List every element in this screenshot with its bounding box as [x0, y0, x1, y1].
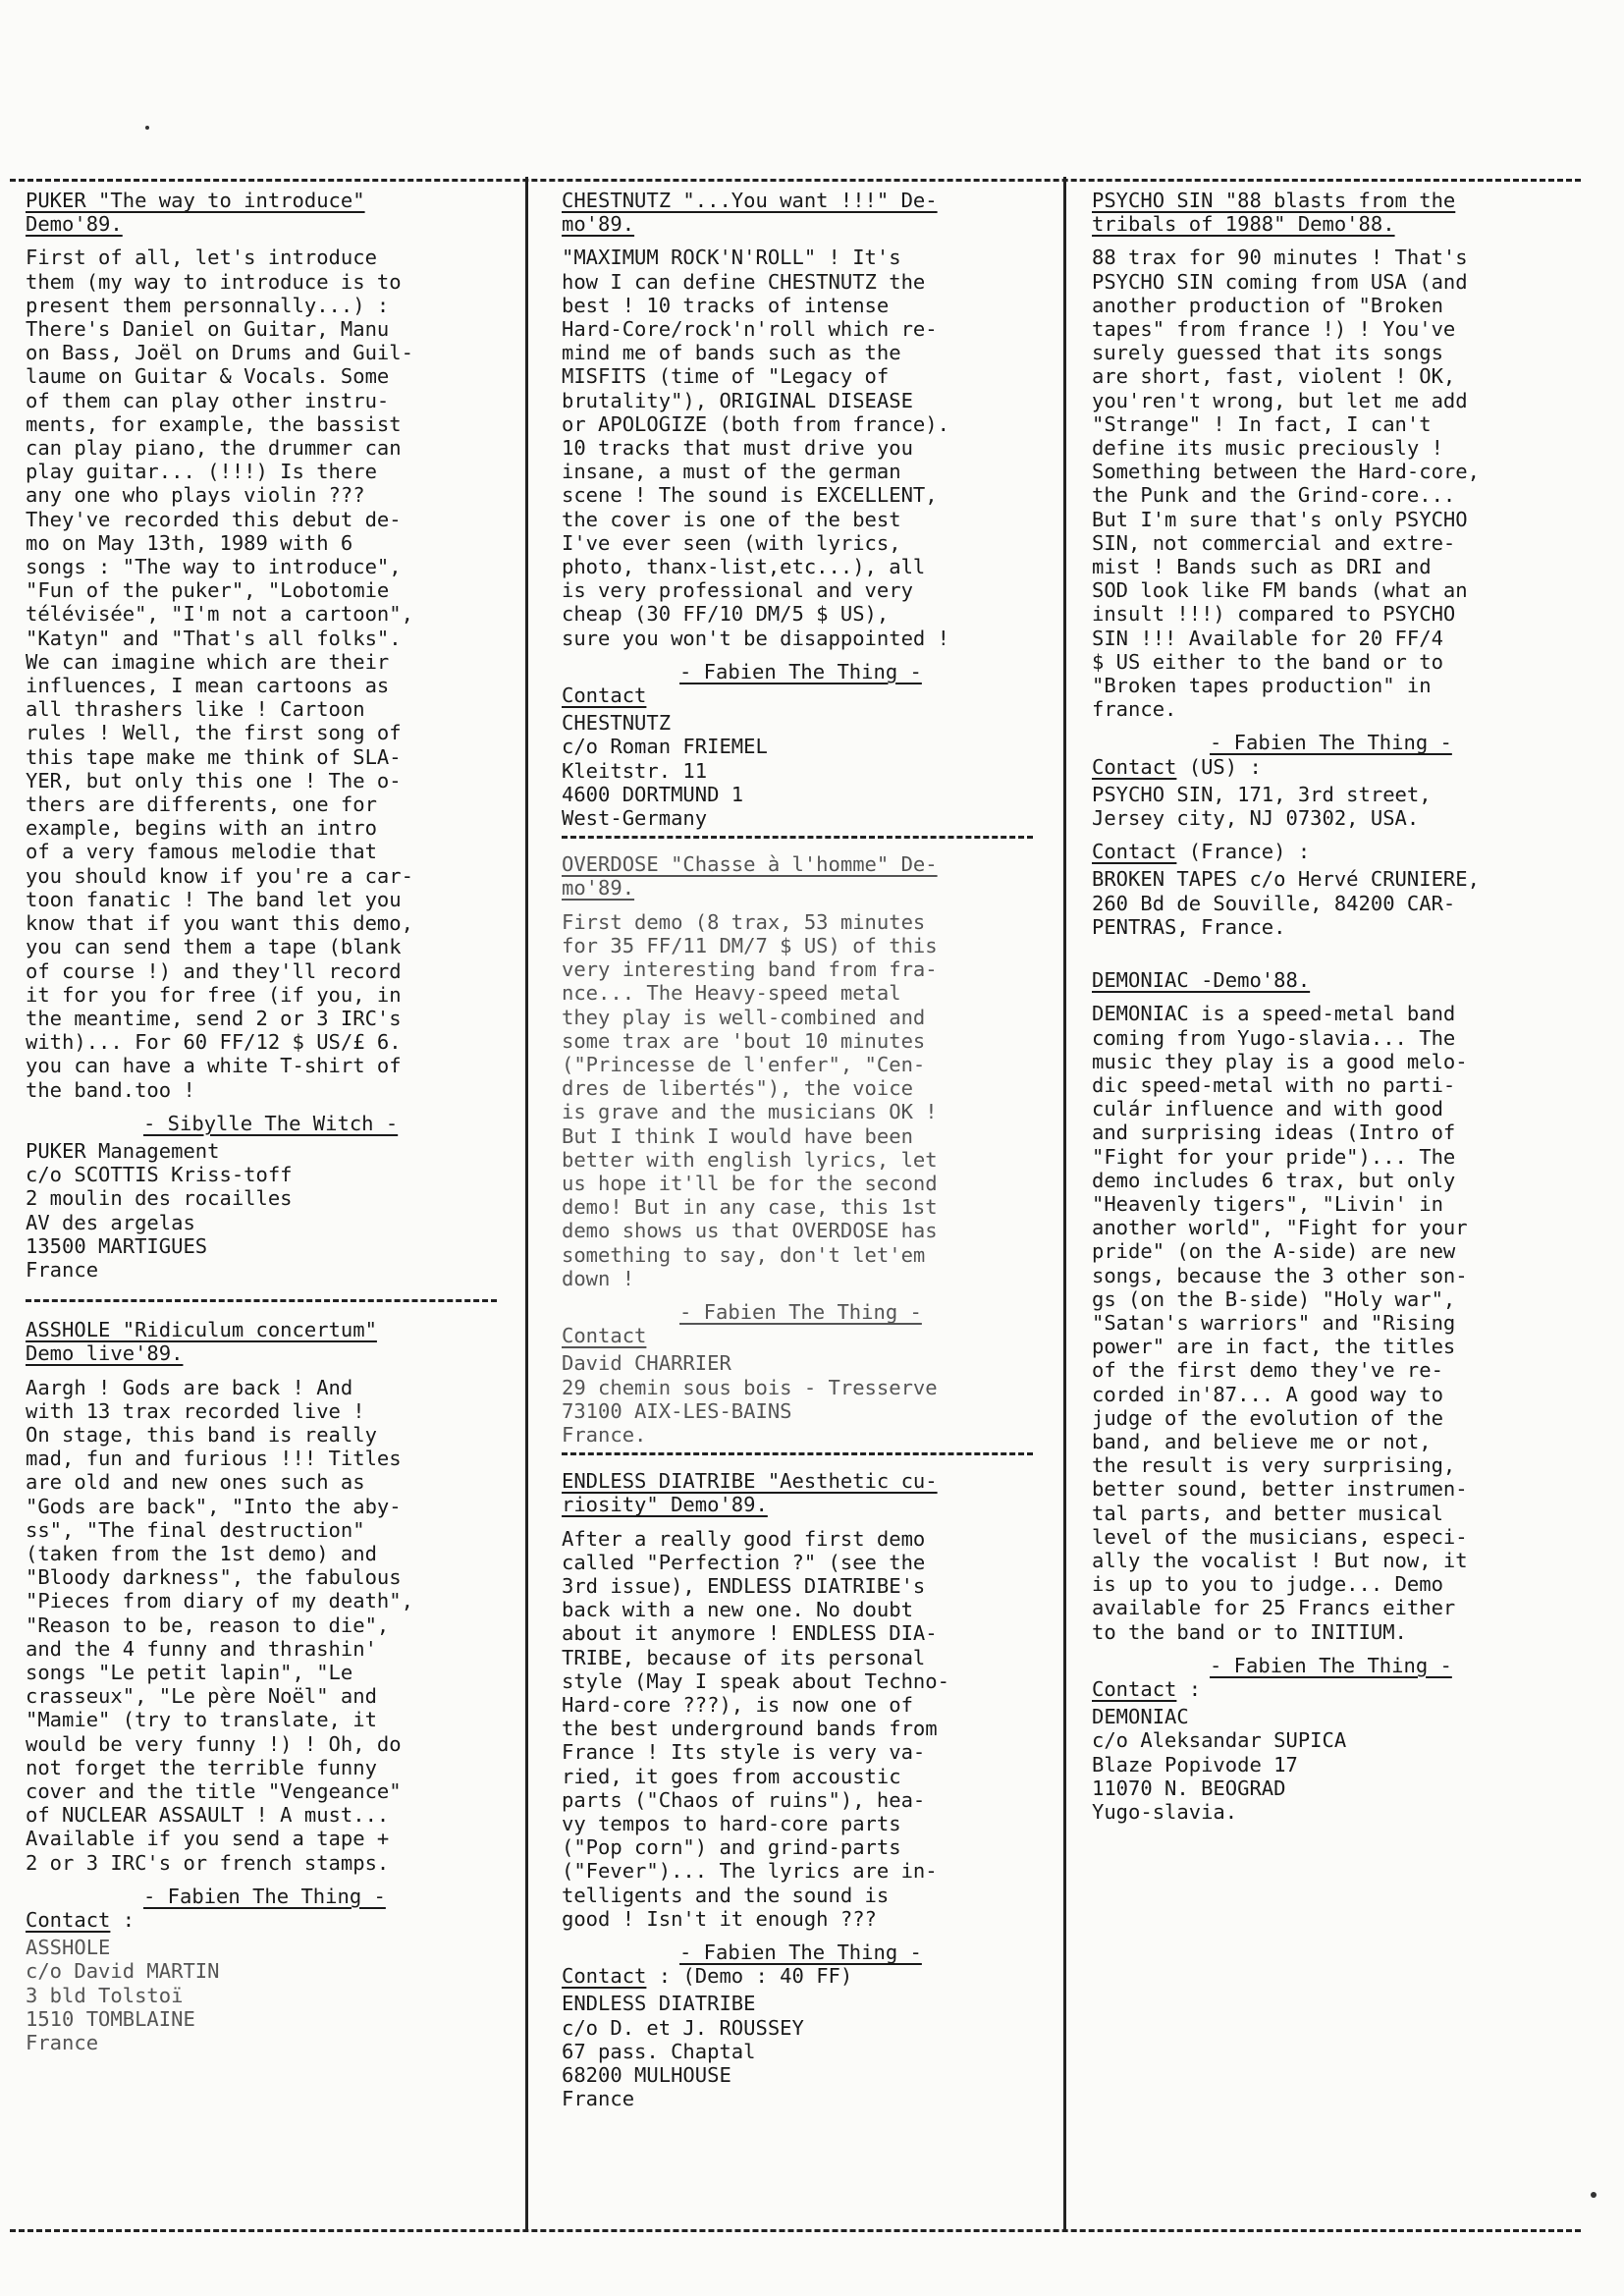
body-line: "Broken tapes production" in — [1092, 674, 1432, 698]
contact-address — [562, 1992, 1049, 2110]
body-line: you can have a white T-shirt of — [26, 1054, 402, 1078]
address-line: Jersey city, NJ 07302, USA. — [1092, 806, 1420, 831]
address-line: 29 chemin sous bois - Tresserve — [562, 1375, 938, 1399]
body-line: YER, but only this one ! The o- — [26, 768, 402, 793]
body-line: pride" (on the A-side) are new — [1092, 1239, 1456, 1264]
body-line: ("Fever")... The lyrics are in- — [562, 1859, 938, 1884]
body-line: gs (on the B-side) "Holy war", — [1092, 1286, 1456, 1311]
body-line: First of all, let's introduce — [26, 246, 377, 270]
section-divider — [562, 1452, 1033, 1455]
contact-address-france — [1092, 867, 1579, 939]
body-line: "Fun of the puker", "Lobotomie — [26, 578, 390, 603]
heading-line: Demo'89. — [26, 212, 123, 237]
contact-suffix: : (Demo : 40 FF) — [646, 1964, 853, 1989]
contact-heading — [1092, 755, 1579, 779]
address-line: ENDLESS DIATRIBE — [562, 1992, 756, 2016]
address-line: West-Germany — [562, 806, 708, 831]
review-heading — [1092, 968, 1579, 992]
review-body — [562, 1527, 1049, 1931]
contact-address — [1092, 1705, 1579, 1824]
body-line: the band.too ! — [26, 1077, 195, 1102]
heading-line: PSYCHO SIN "88 blasts from the — [1092, 189, 1456, 212]
review-heading — [26, 1318, 513, 1365]
address-line: 68200 MULHOUSE — [562, 2063, 731, 2088]
body-line: laume on Guitar & Vocals. Some — [26, 364, 390, 389]
body-line: DEMONIAC is a speed-metal band — [1092, 1002, 1456, 1026]
body-line: about it anymore ! ENDLESS DIA- — [562, 1621, 938, 1646]
body-line: 2 or 3 IRC's or french stamps. — [26, 1850, 390, 1875]
body-line: "MAXIMUM ROCK'N'ROLL" ! It's — [562, 246, 901, 270]
heading-line: riosity" Demo'89. — [562, 1493, 768, 1517]
address-line: 2 moulin des rocailles — [26, 1186, 293, 1211]
address-line: Yugo-slavia. — [1092, 1800, 1238, 1824]
heading-line: ASSHOLE "Ridiculum concertum" — [26, 1318, 377, 1342]
body-line: to the band or to INITIUM. — [1092, 1619, 1407, 1644]
body-line: this tape make me think of SLA- — [26, 744, 402, 769]
section-divider — [26, 1299, 497, 1302]
body-line: ("Pop corn") and grind-parts — [562, 1835, 901, 1860]
body-line: photo, thanx-list,etc...), all — [562, 555, 926, 579]
contact-suffix: (France) : — [1176, 840, 1311, 864]
body-line: some trax are 'bout 10 minutes — [562, 1028, 926, 1053]
body-line: are old and new ones such as — [26, 1470, 365, 1495]
body-line: telligents and the sound is — [562, 1883, 890, 1907]
body-line: the meantime, send 2 or 3 IRC's — [26, 1006, 402, 1030]
body-line: know that if you want this demo, — [26, 911, 413, 936]
stray-mark-bottom-right — [1591, 2192, 1597, 2198]
body-line: songs : "The way to introduce", — [26, 555, 402, 579]
review-heading — [562, 189, 1049, 236]
body-line: brutality"), ORIGINAL DISEASE — [562, 388, 913, 412]
body-line: down ! — [562, 1266, 635, 1290]
body-line: france. — [1092, 697, 1177, 722]
review-asshole — [26, 1318, 513, 2054]
review-overdose — [562, 852, 1049, 1447]
column-1 — [26, 189, 513, 2054]
review-psycho-sin — [1092, 189, 1579, 939]
body-line: 88 trax for 90 minutes ! That's — [1092, 246, 1468, 270]
body-line: "Bloody darkness", the fabulous — [26, 1565, 402, 1590]
address-line: AV des argelas — [26, 1210, 195, 1234]
review-body — [562, 246, 1049, 649]
body-line: better with english lyrics, let — [562, 1147, 938, 1172]
body-line: with)... For 60 FF/12 $ US/£ 6. — [26, 1030, 402, 1055]
body-line: 10 tracks that must drive you — [562, 436, 913, 461]
body-line: another production of "Broken — [1092, 293, 1443, 317]
signature-text: - Sibylle The Witch - — [143, 1111, 399, 1135]
contact-heading — [26, 1908, 513, 1932]
column-divider-2 — [1063, 177, 1066, 2231]
heading-line: ENDLESS DIATRIBE "Aesthetic cu- — [562, 1469, 938, 1494]
heading-line: mo'89. — [562, 212, 635, 237]
address-line: 3 bld Tolstoï — [26, 1983, 184, 2007]
address-line: DEMONIAC — [1092, 1705, 1189, 1729]
body-line: and surprising ideas (Intro of — [1092, 1121, 1456, 1145]
body-line: us hope it'll be for the second — [562, 1171, 938, 1195]
body-line: Aargh ! Gods are back ! And — [26, 1375, 353, 1399]
review-heading — [562, 852, 1049, 900]
body-line: is very professional and very — [562, 578, 913, 603]
body-line: you can send them a tape (blank — [26, 935, 402, 959]
body-line: "Fight for your pride")... The — [1092, 1144, 1456, 1169]
body-line: something to say, don't let'em — [562, 1242, 926, 1267]
heading-line: OVERDOSE "Chasse à l'homme" De- — [562, 852, 938, 877]
review-signature — [1092, 1654, 1579, 1677]
review-heading — [562, 1469, 1049, 1516]
body-line: SIN !!! Available for 20 FF/4 — [1092, 626, 1443, 650]
review-signature — [562, 1941, 1049, 1964]
body-line: of them can play other instru- — [26, 388, 390, 412]
contact-heading-france — [1092, 840, 1579, 863]
address-line: 4600 DORTMUND 1 — [562, 782, 744, 806]
review-body — [1092, 1002, 1579, 1643]
body-line: judge of the evolution of the — [1092, 1405, 1443, 1430]
body-line: vy tempos to hard-core parts — [562, 1812, 901, 1835]
body-line: dic speed-metal with no parti- — [1092, 1072, 1456, 1097]
body-line: very interesting band from fra- — [562, 957, 938, 982]
review-signature — [26, 1885, 513, 1908]
address-line: 11070 N. BEOGRAD — [1092, 1776, 1286, 1800]
address-line: 73100 AIX-LES-BAINS — [562, 1398, 792, 1423]
body-line: level of the musicians, especi- — [1092, 1524, 1468, 1549]
contact-address — [26, 1936, 513, 2054]
body-line: demo shows us that OVERDOSE has — [562, 1219, 938, 1243]
body-line: better sound, better instrumen- — [1092, 1477, 1468, 1502]
address-line: c/o SCOTTIS Kriss-toff — [26, 1163, 293, 1187]
address-line: 67 pass. Chaptal — [562, 2039, 756, 2063]
body-line: influences, I mean cartoons as — [26, 674, 390, 698]
body-line: they play is well-combined and — [562, 1005, 926, 1029]
body-line: surely guessed that its songs — [1092, 341, 1443, 365]
address-line: 1510 TOMBLAINE — [26, 2006, 195, 2031]
address-line: France. — [562, 1422, 647, 1447]
review-body — [26, 246, 513, 1101]
body-line: on Bass, Joël on Drums and Guil- — [26, 341, 413, 365]
body-line: or APOLOGIZE (both from france). — [562, 411, 949, 436]
address-line: c/o Roman FRIEMEL — [562, 735, 768, 759]
heading-line: DEMONIAC -Demo'88. — [1092, 968, 1311, 993]
body-line: "Pieces from diary of my death", — [26, 1589, 413, 1613]
body-line: any one who plays violin ??? — [26, 483, 365, 508]
body-line: tal parts, and better musical — [1092, 1501, 1443, 1525]
body-line: cover and the title "Vengeance" — [26, 1779, 402, 1803]
contact-label: Contact — [1092, 840, 1177, 864]
address-line: c/o Aleksandar SUPICA — [1092, 1728, 1347, 1753]
review-body — [26, 1376, 513, 1875]
body-line: how I can define CHESTNUTZ the — [562, 269, 926, 294]
contact-address — [1092, 783, 1579, 830]
body-line: mo on May 13th, 1989 with 6 — [26, 530, 353, 555]
body-line: $ US either to the band or to — [1092, 649, 1443, 674]
body-line: coming from Yugo-slavia... The — [1092, 1025, 1456, 1050]
body-line: "Reason to be, reason to die", — [26, 1613, 390, 1637]
body-line: called "Perfection ?" (see the — [562, 1550, 926, 1574]
review-signature — [562, 1300, 1049, 1324]
body-line: can play piano, the drummer can — [26, 436, 402, 461]
body-line: Hard-core ???), is now one of — [562, 1692, 913, 1717]
review-signature — [26, 1112, 513, 1135]
body-line: music they play is a good melo- — [1092, 1049, 1468, 1073]
body-line: of a very famous melodie that — [26, 840, 377, 864]
address-line: Blaze Popivode 17 — [1092, 1752, 1298, 1777]
body-line: ("Princesse de l'enfer", "Cen- — [562, 1052, 926, 1076]
signature-text: - Fabien The Thing - — [143, 1884, 386, 1908]
body-line: for 35 FF/11 DM/7 $ US) of this — [562, 933, 938, 957]
body-line: sure you won't be disappointed ! — [562, 626, 949, 650]
contact-suffix: : — [110, 1908, 135, 1933]
address-line: PENTRAS, France. — [1092, 914, 1286, 939]
body-line: the best underground bands from — [562, 1717, 938, 1741]
body-line: culár influence and with good — [1092, 1097, 1443, 1121]
body-line: insane, a must of the german — [562, 460, 901, 484]
body-line: "Mamie" (try to translate, it — [26, 1708, 377, 1732]
body-line: would be very funny !) ! Oh, do — [26, 1731, 402, 1756]
body-line: demo! But in any case, this 1st — [562, 1195, 938, 1220]
address-line: David CHARRIER — [562, 1351, 731, 1376]
signature-text: - Fabien The Thing - — [679, 659, 922, 683]
body-line: it for you for free (if you, in — [26, 982, 402, 1007]
contact-heading — [562, 1964, 1049, 1988]
body-line: France ! Its style is very va- — [562, 1740, 926, 1765]
signature-text: - Fabien The Thing - — [679, 1299, 922, 1324]
body-line: "Gods are back", "Into the aby- — [26, 1494, 402, 1518]
body-line: and the 4 funny and thrashin' — [26, 1636, 377, 1661]
body-line: mind me of bands such as the — [562, 341, 901, 365]
contact-label: Contact — [1092, 1676, 1177, 1701]
body-line: example, begins with an intro — [26, 816, 377, 841]
review-body — [1092, 246, 1579, 721]
body-line: them (my way to introduce is to — [26, 269, 402, 294]
review-signature — [562, 660, 1049, 683]
body-line: But I'm sure that's only PSYCHO — [1092, 507, 1468, 531]
review-body — [562, 910, 1049, 1290]
column-3 — [1092, 189, 1579, 1824]
body-line: "Strange" ! In fact, I can't — [1092, 411, 1432, 436]
body-line: On stage, this band is really — [26, 1422, 377, 1447]
column-2 — [562, 189, 1049, 2110]
body-line: tapes" from france !) ! You've — [1092, 317, 1456, 342]
review-endless-diatribe — [562, 1469, 1049, 2110]
address-line: ASSHOLE — [26, 1936, 111, 1960]
body-line: band, and believe me or not, — [1092, 1429, 1432, 1453]
body-line: back with a new one. No doubt — [562, 1598, 913, 1622]
body-line: We can imagine which are their — [26, 649, 390, 674]
address-line: CHESTNUTZ — [562, 711, 672, 736]
body-line: ments, for example, the bassist — [26, 411, 402, 436]
review-heading — [1092, 189, 1579, 236]
signature-text: - Fabien The Thing - — [1210, 731, 1452, 755]
contact-label: Contact — [26, 1908, 111, 1933]
heading-line: mo'89. — [562, 876, 635, 901]
body-line: ally the vocalist ! But now, it — [1092, 1548, 1468, 1572]
contact-suffix: (US) : — [1176, 754, 1262, 779]
body-line: But I think I would have been — [562, 1123, 913, 1148]
signature-text: - Fabien The Thing - — [1210, 1653, 1452, 1677]
contact-label: Contact — [562, 1964, 647, 1989]
body-line: "Heavenly tigers", "Livin' in — [1092, 1191, 1443, 1216]
signature-text: - Fabien The Thing - — [679, 1941, 922, 1965]
contact-address — [562, 711, 1049, 830]
body-line: another world", "Fight for your — [1092, 1216, 1468, 1240]
address-line: PUKER Management — [26, 1138, 220, 1163]
contact-label: Contact — [562, 1324, 647, 1348]
body-line: songs, because the 3 other son- — [1092, 1263, 1468, 1287]
heading-line: Demo live'89. — [26, 1341, 184, 1366]
body-line: with 13 trax recorded live ! — [26, 1398, 365, 1423]
stray-mark — [145, 126, 149, 130]
body-line: demo includes 6 trax, but only — [1092, 1168, 1456, 1192]
body-line: (taken from the 1st demo) and — [26, 1541, 377, 1565]
address-line: c/o David MARTIN — [26, 1959, 220, 1984]
body-line: define its music preciously ! — [1092, 436, 1443, 461]
address-line: France — [26, 1257, 99, 1282]
body-line: toon fanatic ! The band let you — [26, 887, 402, 911]
heading-line: CHESTNUTZ "...You want !!!" De- — [562, 189, 938, 212]
contact-label: Contact — [562, 683, 647, 708]
contact-heading — [562, 1324, 1049, 1347]
body-line: of course !) and they'll record — [26, 958, 402, 983]
address-line: 13500 MARTIGUES — [26, 1233, 208, 1258]
body-line: Something between the Hard-core, — [1092, 460, 1480, 484]
contact-label: Contact — [1092, 754, 1177, 779]
contact-suffix: : — [1176, 1676, 1202, 1701]
body-line: is up to you to judge... Demo — [1092, 1572, 1443, 1597]
body-line: rules ! Well, the first song of — [26, 721, 402, 745]
contact-address — [562, 1351, 1049, 1447]
body-line: the result is very surprising, — [1092, 1453, 1456, 1478]
body-line: Available if you send a tape + — [26, 1827, 390, 1851]
body-line: thers are differents, one for — [26, 793, 377, 817]
review-demoniac — [1092, 968, 1579, 1824]
body-line: Hard-Core/rock'n'roll which re- — [562, 317, 938, 342]
body-line: play guitar... (!!!) Is there — [26, 460, 377, 484]
body-line: SOD look like FM bands (what an — [1092, 578, 1468, 603]
body-line: songs "Le petit lapin", "Le — [26, 1660, 353, 1684]
address-line: PSYCHO SIN, 171, 3rd street, — [1092, 782, 1432, 806]
body-line: crasseux", "Le père Noël" and — [26, 1684, 377, 1709]
contact-heading — [1092, 1677, 1579, 1701]
body-line: mist ! Bands such as DRI and — [1092, 555, 1432, 579]
address-line: France — [562, 2087, 635, 2111]
body-line: There's Daniel on Guitar, Manu — [26, 317, 390, 342]
body-line: good ! Isn't it enough ??? — [562, 1906, 877, 1931]
body-line: available for 25 Francs either — [1092, 1596, 1456, 1620]
body-line: the Punk and the Grind-core... — [1092, 483, 1456, 508]
column-divider-1 — [525, 177, 528, 2231]
body-line: télévisée", "I'm not a cartoon", — [26, 602, 413, 627]
body-line: all thrashers like ! Cartoon — [26, 697, 365, 722]
address-line: Kleitstr. 11 — [562, 758, 708, 783]
body-line: "Katyn" and "That's all folks". — [26, 626, 402, 650]
body-line: 3rd issue), ENDLESS DIATRIBE's — [562, 1573, 926, 1598]
address-line: c/o D. et J. ROUSSEY — [562, 2015, 804, 2040]
body-line: style (May I speak about Techno- — [562, 1668, 949, 1693]
body-line: present them personnally...) : — [26, 293, 390, 317]
body-line: insult !!!) compared to PSYCHO — [1092, 602, 1456, 627]
review-signature — [1092, 731, 1579, 754]
body-line: of NUCLEAR ASSAULT ! A must... — [26, 1803, 390, 1828]
body-line: PSYCHO SIN coming from USA (and — [1092, 269, 1468, 294]
heading-line: PUKER "The way to introduce" — [26, 189, 365, 212]
body-line: dres de libertés"), the voice — [562, 1076, 913, 1101]
body-line: is grave and the musicians OK ! — [562, 1100, 938, 1124]
review-heading — [26, 189, 513, 236]
contact-heading — [562, 683, 1049, 707]
body-line: are short, fast, violent ! OK, — [1092, 364, 1456, 389]
body-line: "Satan's warriors" and "Rising — [1092, 1310, 1456, 1335]
body-line: They've recorded this debut de- — [26, 507, 402, 531]
body-line: ried, it goes from accoustic — [562, 1764, 901, 1788]
body-line: not forget the terrible funny — [26, 1755, 377, 1779]
body-line: cheap (30 FF/10 DM/5 $ US), — [562, 602, 890, 627]
review-puker — [26, 189, 513, 1282]
spacer — [1092, 939, 1579, 968]
bottom-rule — [10, 2229, 1581, 2232]
contact-address — [26, 1139, 513, 1282]
address-line: 260 Bd de Souville, 84200 CAR- — [1092, 891, 1456, 915]
body-line: you'ren't wrong, but let me add — [1092, 388, 1468, 412]
body-line: the cover is one of the best — [562, 507, 901, 531]
body-line: parts ("Chaos of ruins"), hea- — [562, 1787, 926, 1812]
address-line: France — [26, 2031, 99, 2055]
body-line: best ! 10 tracks of intense — [562, 293, 890, 317]
body-line: nce... The Heavy-speed metal — [562, 981, 901, 1006]
body-line: power" are in fact, the titles — [1092, 1335, 1456, 1359]
body-line: TRIBE, because of its personal — [562, 1645, 926, 1669]
body-line: After a really good first demo — [562, 1526, 926, 1551]
top-rule — [10, 179, 1581, 182]
body-line: ss", "The final destruction" — [26, 1517, 365, 1542]
body-line: MISFITS (time of "Legacy of — [562, 364, 890, 389]
body-line: SIN, not commercial and extre- — [1092, 530, 1456, 555]
body-line: mad, fun and furious !!! Titles — [26, 1447, 402, 1471]
section-divider — [562, 836, 1033, 839]
body-line: you should know if you're a car- — [26, 863, 413, 888]
review-chestnutz — [562, 189, 1049, 830]
body-line: I've ever seen (with lyrics, — [562, 530, 901, 555]
body-line: First demo (8 trax, 53 minutes — [562, 909, 926, 934]
body-line: of the first demo they've re- — [1092, 1358, 1443, 1383]
body-line: scene ! The sound is EXCELLENT, — [562, 483, 938, 508]
body-line: corded in'87... A good way to — [1092, 1382, 1443, 1406]
address-line: BROKEN TAPES c/o Hervé CRUNIERE, — [1092, 867, 1480, 892]
heading-line: tribals of 1988" Demo'88. — [1092, 212, 1395, 237]
